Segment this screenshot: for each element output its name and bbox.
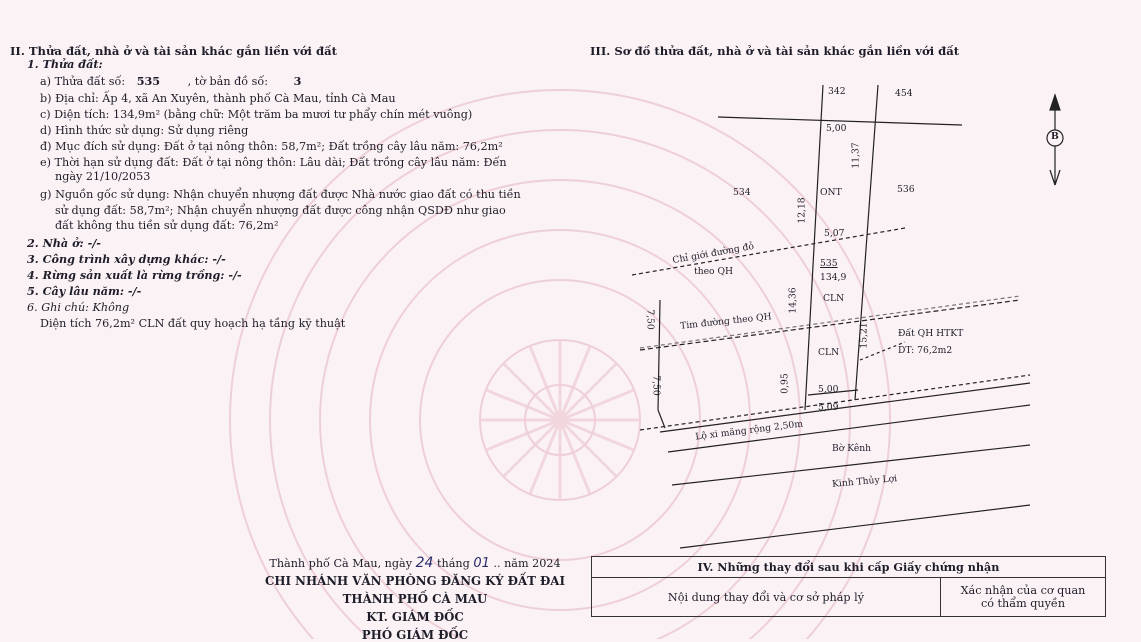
other-construction-heading: 3. Công trình xây dựng khác: -/-: [27, 252, 226, 266]
date-month: 01: [473, 556, 490, 571]
neighbor-534: 534: [733, 187, 751, 198]
note-heading: 6. Ghi chú: Không: [27, 301, 130, 314]
canal-bank-label: Bờ Kênh: [832, 443, 872, 454]
road-line-1: [660, 383, 1030, 432]
origin-line-3: đất không thu tiền sử dụng đất: 76,2m²: [55, 219, 279, 232]
land-code-cln-1: CLN: [823, 293, 845, 304]
red-line-label-2: theo QH: [694, 266, 734, 277]
section-iii-title: III. Sơ đồ thửa đất, nhà ở và tài sản khác gắn liền với đất: [590, 44, 960, 58]
canal-label: Kinh Thủy Lợi: [831, 473, 898, 490]
address-line: b) Địa chỉ: Ấp 4, xã An Xuyên, thành phố Cà Mau, tỉnh Cà Mau: [40, 92, 396, 105]
parcel-number-label: a) Thửa đất số:: [40, 75, 126, 88]
parcel-number: 535: [136, 74, 161, 88]
land-code-ont: ONT: [820, 187, 842, 198]
width-top: 5,00: [826, 123, 847, 134]
note-text: Diện tích 76,2m² CLN đất quy hoạch hạ tầng kỹ thuật: [40, 317, 346, 330]
forest-heading: 4. Rừng sản xuất là rừng trồng: -/-: [27, 268, 242, 282]
org-line-1: CHI NHÁNH VĂN PHÒNG ĐĂNG KÝ ĐẤT ĐAI: [265, 574, 565, 588]
usage-purpose-line: đ) Mục đích sử dụng: Đất ở tại nông thôn: 58,7m²; Đất trồng cây lâu năm: 76,2m²: [40, 140, 503, 153]
org-line-2: THÀNH PHỐ CÀ MAU: [342, 592, 488, 606]
planning-label-2: DT: 76,2m2: [898, 345, 953, 356]
origin-line-2: sử dụng đất: 58,7m²; Nhận chuyển nhượng đất được công nhận QSDĐ như giao: [55, 204, 506, 217]
neighbor-454: 454: [895, 88, 913, 99]
usage-term-line: e) Thời hạn sử dụng đất: Đất ở tại nông thôn: Lâu dài; Đất trồng cây lâu năm: Đến: [40, 156, 507, 169]
neighbor-342: 342: [828, 86, 846, 97]
canal-line-2: [680, 505, 1030, 548]
parcel-left-boundary: [805, 85, 823, 410]
height-7-50-top: 7,50: [644, 309, 656, 330]
map-sheet-label: , tờ bản đồ số:: [187, 75, 269, 88]
section-ii-title: II. Thửa đất, nhà ở và tài sản khác gắn liền với đất: [10, 44, 337, 58]
height-0-95: 0,95: [779, 373, 791, 394]
confirm-line-2: có thẩm quyền: [980, 597, 1066, 610]
centerline-label: Tim đường theo QH: [679, 311, 773, 332]
neighbor-536: 536: [897, 184, 915, 195]
date-day: 24: [415, 555, 434, 571]
height-12-18: 12,18: [796, 197, 808, 224]
confirm-line-1: Xác nhận của cơ quan: [960, 584, 1086, 597]
parcel-area-label: 134,9: [820, 272, 847, 283]
height-14-36: 14,36: [787, 287, 799, 314]
parcel-heading: 1. Thửa đất:: [27, 57, 103, 71]
usage-term-line-2: ngày 21/10/2053: [55, 170, 151, 183]
signature-date-line: [245, 555, 585, 571]
changes-col-confirm: [941, 578, 1106, 617]
red-line-label-1: Chỉ giới đường đỏ: [671, 240, 755, 267]
width-5-07: 5,07: [824, 228, 845, 239]
role-line-1: KT. GIÁM ĐỐC: [366, 610, 464, 624]
perennial-trees-heading: 5. Cây lâu năm: -/-: [27, 284, 142, 298]
usage-form-line: d) Hình thức sử dụng: Sử dụng riêng: [40, 124, 249, 137]
role-line-2: PHÓ GIÁM ĐỐC: [361, 628, 469, 642]
house-heading: 2. Nhà ở: -/-: [27, 236, 101, 250]
area-line: c) Diện tích: 134,9m² (bằng chữ: Một trăm ba mươi tư phẩy chín mét vuông): [40, 108, 473, 121]
changes-title: IV. Những thay đổi sau khi cấp Giấy chứng nhận: [592, 557, 1106, 578]
changes-col-content: Nội dung thay đổi và cơ sở pháp lý: [592, 578, 941, 617]
parcel-535-label: 535: [820, 258, 838, 269]
map-sheet-number: 3: [293, 74, 302, 88]
width-5-00-bottom: 5,00: [818, 384, 839, 395]
width-5-09: 5,09: [818, 402, 839, 413]
date-prefix: Thành phố Cà Mau, ngày: [269, 557, 413, 570]
road-label: Lộ xi măng rộng 2,50m: [694, 418, 804, 443]
height-15-21: 15,21: [858, 322, 870, 349]
changes-table: [591, 556, 1106, 617]
parcel-right-boundary: [855, 85, 878, 400]
height-7-50-bottom: 7,50: [650, 375, 662, 396]
planning-label-1: Đất QH HTKT: [898, 328, 964, 339]
height-11-37: 11,37: [850, 142, 862, 169]
origin-line-1: g) Nguồn gốc sử dụng: Nhận chuyển nhượng đất được Nhà nước giao đất có thu tiền: [40, 188, 521, 201]
date-year: .. năm 2024: [493, 557, 561, 570]
date-month-label: tháng: [437, 557, 470, 570]
land-code-cln-2: CLN: [818, 347, 840, 358]
north-label: B: [1051, 131, 1059, 142]
